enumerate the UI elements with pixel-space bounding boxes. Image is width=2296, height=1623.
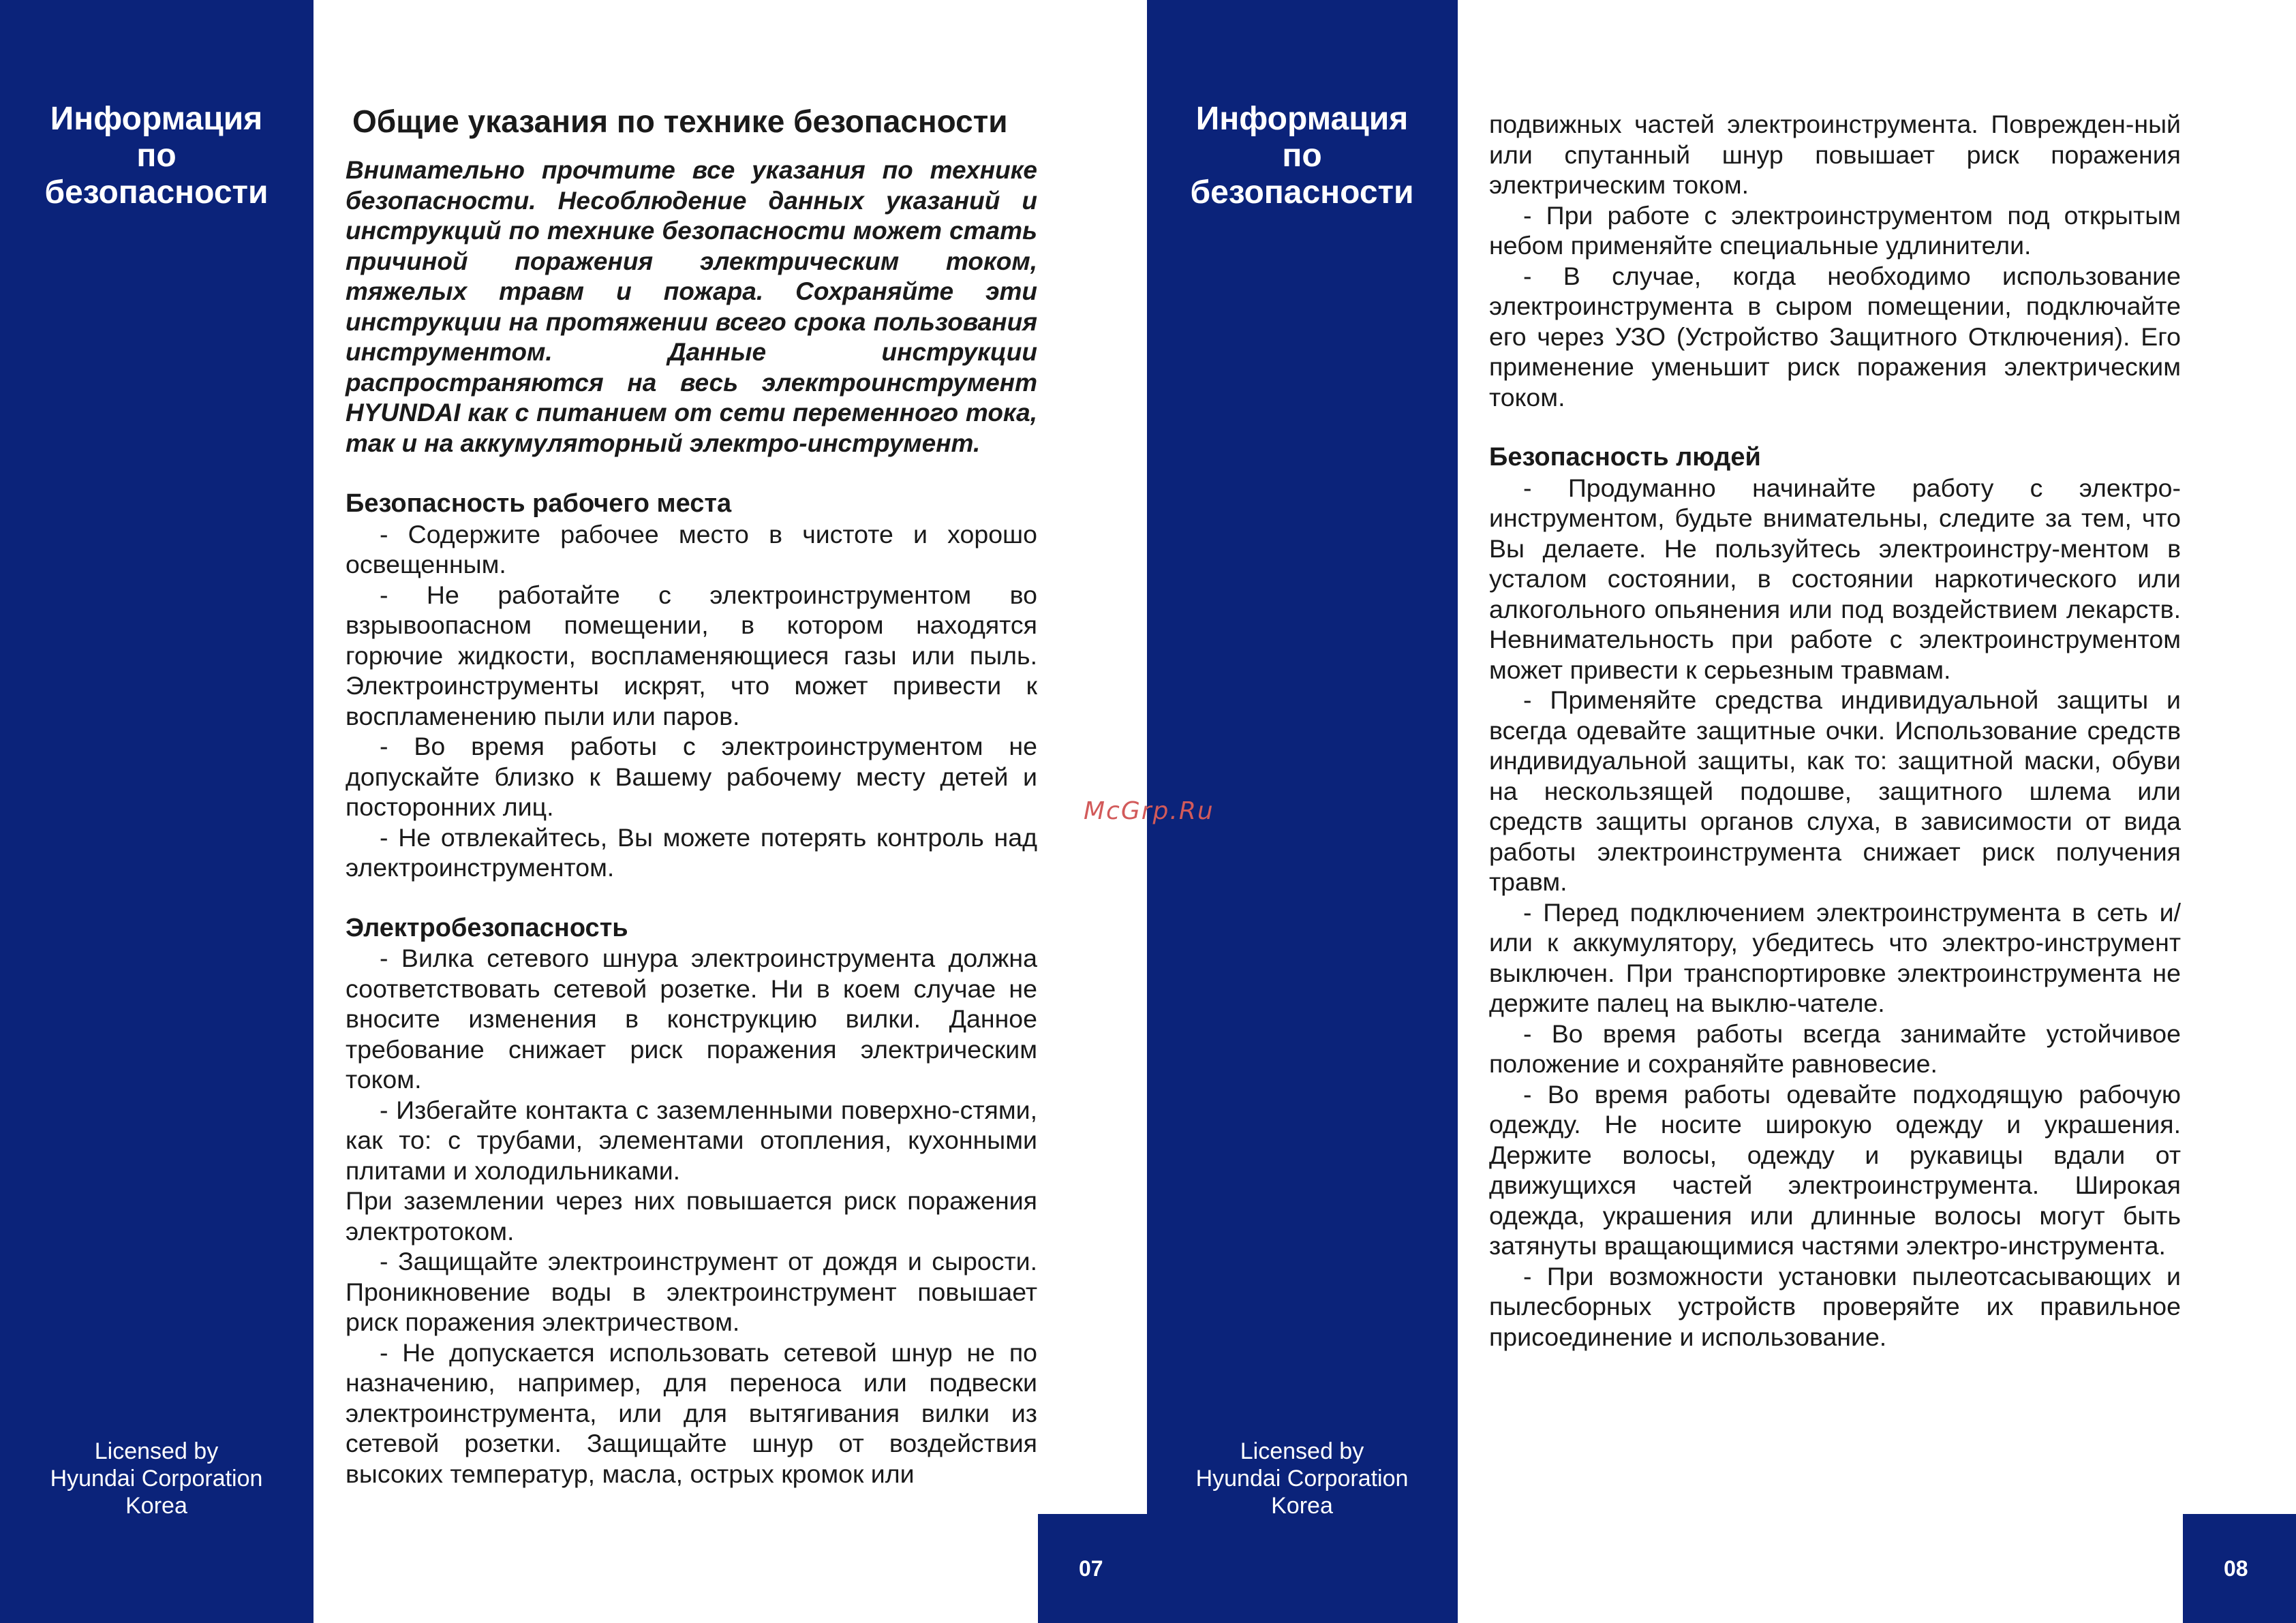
list-item: - При возможности установки пылеотсасывающих и пылесборных устройств проверяйте их правильное присоединение и использование. <box>1489 1261 2181 1351</box>
continuation-paragraph: подвижных частей электроинструмента. Поврежден-ный или спутанный шнур повышает риск поражения электрическим током. <box>1489 110 2181 199</box>
list-item: - При работе с электроинструментом под открытым небом применяйте специальные удлинители. <box>1489 200 2181 260</box>
left-sidebar <box>0 0 313 1623</box>
right-sidebar-license: Licensed by Hyundai Corporation Korea <box>1195 1438 1409 1519</box>
list-item: - В случае, когда необходимо использование электроинструмента в сыром помещении, подключайте его через УЗО (Устройство Защитного Отключения). Его применение уменьшит риск поражения электрическим током. <box>1489 261 2181 412</box>
list-item: - Во время работы всегда занимайте устойчивое положение и сохраняйте равновесие. <box>1489 1019 2181 1078</box>
list-item: - Не допускается использовать сетевой шнур не по назначению, например, для переноса или подвески электроинструмента, или для вытягивания вилки из сетевой розетки. Защищайте шнур от воздействия высоких температур, масла, острых кромок или <box>346 1338 1037 1488</box>
list-item: - Применяйте средства индивидуальной защиты и всегда одевайте защитные очки. Использование средств индивидуальной защиты, как то: защитной маски, обуви на нескользящей подошве, защитного шлема или средств защиты органов слуха, в зависимости от вида работы электроинструмента снижает риск получения травм. <box>1489 685 2181 896</box>
list-item: - Не отвлекайтесь, Вы можете потерять контроль над электроинструментом. <box>346 822 1037 882</box>
right-page-number: 08 <box>2224 1556 2248 1581</box>
list-item: - Продуманно начинайте работу с электро-инструментом, будьте внимательны, следите за тем, что Вы делаете. Не пользуйтесь электроинстру-ментом в усталом состоянии, в состоянии наркотического или алкогольного опьянения или под воздействием лекарств. Невнимательность при работе с электроинструментом может привести к серьезным травмам. <box>1489 473 2181 684</box>
section-title-people: Безопасность людей <box>1489 443 1761 472</box>
list-item: - Не работайте с электроинструментом во взрывоопасном помещении, в котором находятся горючие жидкости, воспламеняющиеся газы или пыль. Электроинструменты искрят, что может привести к воспламенению пыли или паров. <box>346 580 1037 730</box>
list-item: - Вилка сетевого шнура электроинструмента должна соответствовать сетевой розетке. Ни в коем случае не вносите изменения в конструкцию вилки. Данное требование снижает риск поражения электрическим током. <box>346 944 1037 1094</box>
section-title-electrical: Электробезопасность <box>346 913 628 942</box>
left-sidebar-license: Licensed by Hyundai Corporation Korea <box>50 1438 263 1519</box>
list-item: - Во время работы одевайте подходящую рабочую одежду. Не носите широкую одежду и украшения. Держите волосы, одежду и рукавицы вдали от движущихся частей электроинструмента. Широкая одежда, украшения или длинные волосы могут быть затянуты вращающимися частями электро-инструмента. <box>1489 1079 2181 1260</box>
right-sidebar-title: Информация по безопасности <box>1190 101 1414 211</box>
lead-paragraph: Внимательно прочтите все указания по технике безопасности. Несоблюдение данных указаний и инструкций по технике безопасности может стать причиной поражения электрическим током, тяжелых травм и пожара. Сохраняйте эти инструкции на протяжении всего срока пользования инструментом. Данные инструкции распространяются на весь электроинструмент HYUNDAI как с питанием от сети переменного тока, так и на аккумуляторный электро-инструмент. <box>346 156 1037 457</box>
section-title-workplace: Безопасность рабочего места <box>346 489 732 518</box>
left-bottom-strip <box>0 1514 313 1623</box>
list-item: - Защищайте электроинструмент от дождя и сырости. Проникновение воды в электроинструмент повышает риск поражения электричеством. <box>346 1247 1037 1336</box>
list-item: - Перед подключением электроинструмента в сеть и/или к аккумулятору, убедитесь что электро-инструмент выключен. При транспортировке электроинструмента не держите палец на выклю-чателе. <box>1489 897 2181 1017</box>
list-item: - Содержите рабочее место в чистоте и хорошо освещенным. <box>346 519 1037 578</box>
page-heading: Общие указания по технике безопасности <box>352 104 1008 139</box>
right-text-column <box>1489 109 2181 1352</box>
watermark: McGrp.Ru <box>1084 797 1214 825</box>
list-item: - Избегайте контакта с заземленными поверхно-стями, как то: с трубами, элементами отопления, кухонными плитами и холодильниками. <box>346 1095 1037 1185</box>
left-text-column <box>346 155 1037 1489</box>
left-sidebar-title: Информация по безопасности <box>44 101 269 211</box>
list-item: - Во время работы с электроинструментом не допускайте близко к Вашему рабочему месту детей и посторонних лиц. <box>346 732 1037 821</box>
left-page-number: 07 <box>1079 1556 1103 1581</box>
plain-paragraph: При заземлении через них повышается риск поражения электротоком. <box>346 1186 1037 1246</box>
